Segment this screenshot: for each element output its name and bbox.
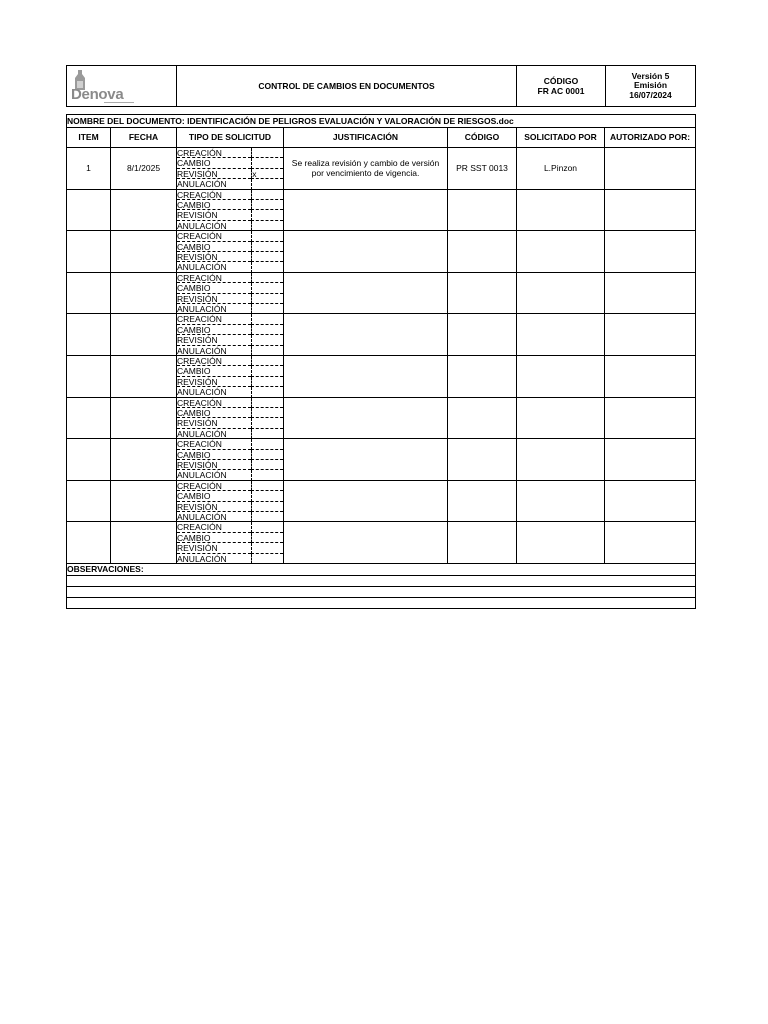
request-type-option: [177, 158, 283, 168]
codigo-cell[interactable]: [448, 356, 517, 397]
fecha-cell[interactable]: [111, 190, 177, 231]
codigo-cell[interactable]: [448, 439, 517, 480]
request-type-mark[interactable]: [251, 398, 283, 408]
request-type-mark[interactable]: [251, 491, 283, 501]
request-type-option: [177, 491, 283, 501]
request-type-option: [177, 190, 283, 200]
request-type-option: [177, 366, 283, 376]
tipo-cell: [177, 398, 284, 439]
request-type-mark[interactable]: [251, 387, 283, 397]
request-type-option: [177, 450, 283, 460]
item-cell[interactable]: [67, 190, 111, 231]
col-justificacion: JUSTIFICACIÓN: [284, 128, 448, 147]
request-type-mark[interactable]: [251, 460, 283, 470]
solicitado-cell[interactable]: [517, 314, 605, 355]
request-type-label: ANULACIÓN: [177, 345, 227, 356]
request-type-mark[interactable]: [251, 314, 283, 324]
tipo-cell: [177, 522, 284, 563]
request-type-mark[interactable]: [251, 377, 283, 387]
justificacion-cell[interactable]: [284, 190, 448, 231]
col-autorizado: AUTORIZADO POR:: [609, 132, 691, 142]
solicitado-cell[interactable]: L.Pinzon: [517, 148, 605, 189]
col-tipo: TIPO DE SOLICITUD: [177, 128, 284, 147]
solicitado-cell[interactable]: [517, 231, 605, 272]
request-type-label: ANULACIÓN: [177, 179, 227, 190]
request-type-label: REVISIÓN: [177, 210, 251, 220]
request-type-mark[interactable]: [251, 158, 283, 168]
col-codigo: CÓDIGO: [448, 128, 517, 147]
codigo-cell[interactable]: [448, 398, 517, 439]
request-type-label: CAMBIO: [177, 408, 251, 418]
request-type-label: REVISIÓN: [177, 252, 251, 262]
request-type-label: CREACIÓN: [177, 190, 251, 200]
request-type-mark[interactable]: [251, 439, 283, 449]
request-type-mark[interactable]: [251, 408, 283, 418]
autorizado-cell[interactable]: [605, 148, 695, 189]
request-type-label: ANULACIÓN: [177, 262, 227, 273]
request-type-label: CAMBIO: [177, 283, 251, 293]
codigo-cell[interactable]: [448, 231, 517, 272]
request-type-option: [177, 148, 283, 158]
request-type-label: CAMBIO: [177, 242, 251, 252]
request-type-label: CREACIÓN: [177, 231, 251, 241]
request-type-label: CREACIÓN: [177, 356, 251, 366]
autorizado-cell[interactable]: [605, 398, 695, 439]
tipo-cell: [177, 273, 284, 314]
solicitado-cell[interactable]: [517, 481, 605, 522]
request-type-mark[interactable]: [251, 470, 283, 480]
form-title: CONTROL DE CAMBIOS EN DOCUMENTOS: [177, 66, 517, 106]
table-row: [67, 273, 695, 315]
request-type-label: CAMBIO: [177, 533, 251, 543]
solicitado-cell[interactable]: [517, 190, 605, 231]
request-type-label: ANULACIÓN: [177, 303, 227, 314]
request-type-option: [177, 231, 283, 241]
request-type-option: [177, 387, 283, 397]
request-type-option: [177, 221, 283, 231]
codigo-cell[interactable]: [448, 481, 517, 522]
request-type-option: [177, 294, 283, 304]
request-type-option: [177, 169, 283, 179]
request-type-label: CREACIÓN: [177, 481, 251, 491]
logo-underline: [104, 102, 134, 105]
table-row: [67, 481, 695, 523]
codigo-cell[interactable]: [448, 190, 517, 231]
justificacion-cell[interactable]: [284, 273, 448, 314]
autorizado-cell[interactable]: [605, 481, 695, 522]
request-type-label: CREACIÓN: [177, 522, 251, 532]
col-fecha: FECHA: [111, 128, 177, 147]
fecha-cell[interactable]: [111, 522, 177, 563]
request-type-mark[interactable]: [251, 543, 283, 553]
fecha-cell[interactable]: [111, 231, 177, 272]
autorizado-cell[interactable]: [605, 314, 695, 355]
fecha-cell[interactable]: [111, 314, 177, 355]
request-type-mark[interactable]: [251, 283, 283, 293]
request-type-label: CAMBIO: [177, 366, 251, 376]
form-code: [517, 66, 606, 106]
observations-line[interactable]: [67, 598, 695, 608]
request-type-option: [177, 304, 283, 314]
justificacion-cell[interactable]: [284, 148, 448, 189]
request-type-label: CREACIÓN: [177, 398, 251, 408]
request-type-label: ANULACIÓN: [177, 553, 227, 564]
table-row: [67, 522, 695, 564]
request-type-label: ANULACIÓN: [177, 470, 227, 481]
request-type-option: [177, 460, 283, 470]
col-solicitado: SOLICITADO POR: [517, 128, 605, 147]
tipo-cell: [177, 481, 284, 522]
request-type-label: CAMBIO: [177, 450, 251, 460]
request-type-option: [177, 408, 283, 418]
request-type-option: [177, 533, 283, 543]
request-type-option: [177, 252, 283, 262]
item-cell[interactable]: [67, 481, 111, 522]
tipo-cell: [177, 314, 284, 355]
document-name: NOMBRE DEL DOCUMENTO: IDENTIFICACIÓN DE PELIGROS EVALUACIÓN Y VALORACIÓN DE RIESGOS.doc: [67, 115, 695, 128]
justificacion-text: Se realiza revisión y cambio de versión por vencimiento de vigencia.: [291, 158, 440, 179]
autorizado-cell[interactable]: [605, 273, 695, 314]
table-row: [67, 148, 695, 190]
request-type-option: [177, 283, 283, 293]
codigo-cell[interactable]: PR SST 0013: [448, 148, 517, 189]
request-type-mark[interactable]: [251, 252, 283, 262]
request-type-mark[interactable]: [251, 366, 283, 376]
request-type-mark[interactable]: [251, 335, 283, 345]
request-type-option: [177, 179, 283, 189]
tipo-cell: [177, 148, 284, 189]
request-type-mark[interactable]: [251, 429, 283, 439]
request-type-mark[interactable]: [251, 294, 283, 304]
fecha-cell[interactable]: [111, 439, 177, 480]
request-type-label: REVISIÓN: [177, 294, 251, 304]
autorizado-cell[interactable]: [605, 190, 695, 231]
fecha-cell[interactable]: [111, 398, 177, 439]
fecha-cell[interactable]: [111, 356, 177, 397]
request-type-option: [177, 398, 283, 408]
justificacion-cell[interactable]: [284, 481, 448, 522]
request-type-option: [177, 325, 283, 335]
request-type-option: [177, 335, 283, 345]
emission-label: Emisión: [633, 80, 668, 91]
request-type-label: REVISIÓN: [177, 169, 251, 179]
tipo-cell: [177, 356, 284, 397]
justificacion-cell[interactable]: [284, 314, 448, 355]
request-type-mark[interactable]: [251, 512, 283, 522]
request-type-option: [177, 242, 283, 252]
table-row: [67, 231, 695, 273]
request-type-mark[interactable]: [251, 190, 283, 200]
request-type-option: [177, 377, 283, 387]
request-type-label: CREACIÓN: [177, 148, 251, 158]
table-body: [67, 148, 695, 564]
col-item: ITEM: [67, 128, 111, 147]
request-type-mark[interactable]: [251, 502, 283, 512]
solicitado-cell[interactable]: [517, 273, 605, 314]
request-type-mark[interactable]: [251, 481, 283, 491]
request-type-label: REVISIÓN: [177, 418, 251, 428]
fecha-cell[interactable]: 8/1/2025: [111, 148, 177, 189]
request-type-label: CAMBIO: [177, 491, 251, 501]
request-type-mark[interactable]: [251, 450, 283, 460]
fecha-cell[interactable]: [111, 481, 177, 522]
justificacion-cell[interactable]: [284, 231, 448, 272]
request-type-label: REVISIÓN: [177, 543, 251, 553]
request-type-option: [177, 470, 283, 480]
request-type-mark[interactable]: [251, 273, 283, 283]
request-type-label: ANULACIÓN: [177, 511, 227, 522]
request-type-label: CAMBIO: [177, 158, 251, 168]
form-sheet: [66, 65, 696, 609]
table-row: [67, 190, 695, 232]
request-type-option: [177, 346, 283, 356]
request-type-mark[interactable]: [251, 242, 283, 252]
request-type-label: CREACIÓN: [177, 314, 251, 324]
logo-text: Denova: [71, 86, 124, 103]
justificacion-cell[interactable]: [284, 439, 448, 480]
table-row: [67, 314, 695, 356]
request-type-label: REVISIÓN: [177, 502, 251, 512]
autorizado-cell[interactable]: [605, 356, 695, 397]
request-type-option: [177, 481, 283, 491]
form-version: [606, 66, 695, 106]
item-cell[interactable]: [67, 314, 111, 355]
observations-label: OBSERVACIONES:: [67, 564, 695, 576]
request-type-option: [177, 356, 283, 366]
request-type-mark[interactable]: [251, 346, 283, 356]
request-type-mark[interactable]: [251, 554, 283, 564]
item-cell[interactable]: [67, 398, 111, 439]
codigo-cell[interactable]: [448, 314, 517, 355]
request-type-option: [177, 543, 283, 553]
autorizado-cell[interactable]: [605, 231, 695, 272]
form-header: [66, 65, 696, 107]
request-type-option: [177, 273, 283, 283]
tipo-cell: [177, 439, 284, 480]
request-type-option: [177, 262, 283, 272]
item-cell[interactable]: 1: [67, 148, 111, 189]
request-type-mark[interactable]: [251, 148, 283, 158]
request-type-mark[interactable]: [251, 418, 283, 428]
request-type-option: [177, 502, 283, 512]
request-type-mark[interactable]: [251, 231, 283, 241]
justificacion-cell[interactable]: [284, 356, 448, 397]
justificacion-cell[interactable]: [284, 398, 448, 439]
item-cell[interactable]: [67, 522, 111, 563]
request-type-option: [177, 522, 283, 532]
request-type-label: REVISIÓN: [177, 377, 251, 387]
item-cell[interactable]: [67, 356, 111, 397]
request-type-label: CAMBIO: [177, 200, 251, 210]
observations-line[interactable]: [67, 587, 695, 598]
justificacion-cell[interactable]: [284, 522, 448, 563]
observations-line[interactable]: [67, 576, 695, 587]
request-type-mark[interactable]: [251, 179, 283, 189]
table-row: [67, 439, 695, 481]
request-type-mark[interactable]: [251, 221, 283, 231]
autorizado-cell[interactable]: [605, 522, 695, 563]
request-type-mark[interactable]: [251, 262, 283, 272]
autorizado-cell[interactable]: [605, 439, 695, 480]
request-type-option: [177, 314, 283, 324]
version-label: Versión 5: [631, 70, 670, 81]
emission-date: 16/07/2024: [629, 89, 672, 100]
request-type-label: ANULACIÓN: [177, 387, 227, 398]
request-type-mark[interactable]: [251, 210, 283, 220]
request-type-mark[interactable]: [251, 356, 283, 366]
tipo-cell: [177, 231, 284, 272]
solicitado-cell[interactable]: [517, 356, 605, 397]
request-type-option: [177, 512, 283, 522]
request-type-option: [177, 200, 283, 210]
request-type-option: [177, 554, 283, 564]
solicitado-cell[interactable]: [517, 439, 605, 480]
request-type-option: [177, 210, 283, 220]
request-type-option: [177, 439, 283, 449]
request-type-label: REVISIÓN: [177, 335, 251, 345]
code-label: CÓDIGO: [543, 76, 579, 86]
table-header-row: [67, 128, 695, 148]
request-type-label: CAMBIO: [177, 325, 251, 335]
solicitado-cell[interactable]: [517, 522, 605, 563]
request-type-mark[interactable]: [251, 522, 283, 532]
company-logo: [67, 66, 177, 106]
request-type-mark[interactable]: x: [251, 169, 283, 179]
request-type-mark[interactable]: [251, 533, 283, 543]
request-type-mark[interactable]: [251, 200, 283, 210]
table-row: [67, 398, 695, 440]
request-type-label: CREACIÓN: [177, 439, 251, 449]
table-row: [67, 356, 695, 398]
request-type-option: [177, 418, 283, 428]
request-type-label: CREACIÓN: [177, 273, 251, 283]
item-cell[interactable]: [67, 231, 111, 272]
fecha-cell[interactable]: [111, 273, 177, 314]
code-value: FR AC 0001: [537, 86, 585, 96]
codigo-cell[interactable]: [448, 273, 517, 314]
solicitado-cell[interactable]: [517, 398, 605, 439]
tipo-cell: [177, 190, 284, 231]
request-type-label: ANULACIÓN: [177, 220, 227, 231]
changes-table: [66, 114, 696, 609]
request-type-option: [177, 429, 283, 439]
request-type-mark[interactable]: [251, 304, 283, 314]
codigo-cell[interactable]: [448, 522, 517, 563]
item-cell[interactable]: [67, 439, 111, 480]
request-type-label: REVISIÓN: [177, 460, 251, 470]
request-type-label: ANULACIÓN: [177, 428, 227, 439]
item-cell[interactable]: [67, 273, 111, 314]
request-type-mark[interactable]: [251, 325, 283, 335]
